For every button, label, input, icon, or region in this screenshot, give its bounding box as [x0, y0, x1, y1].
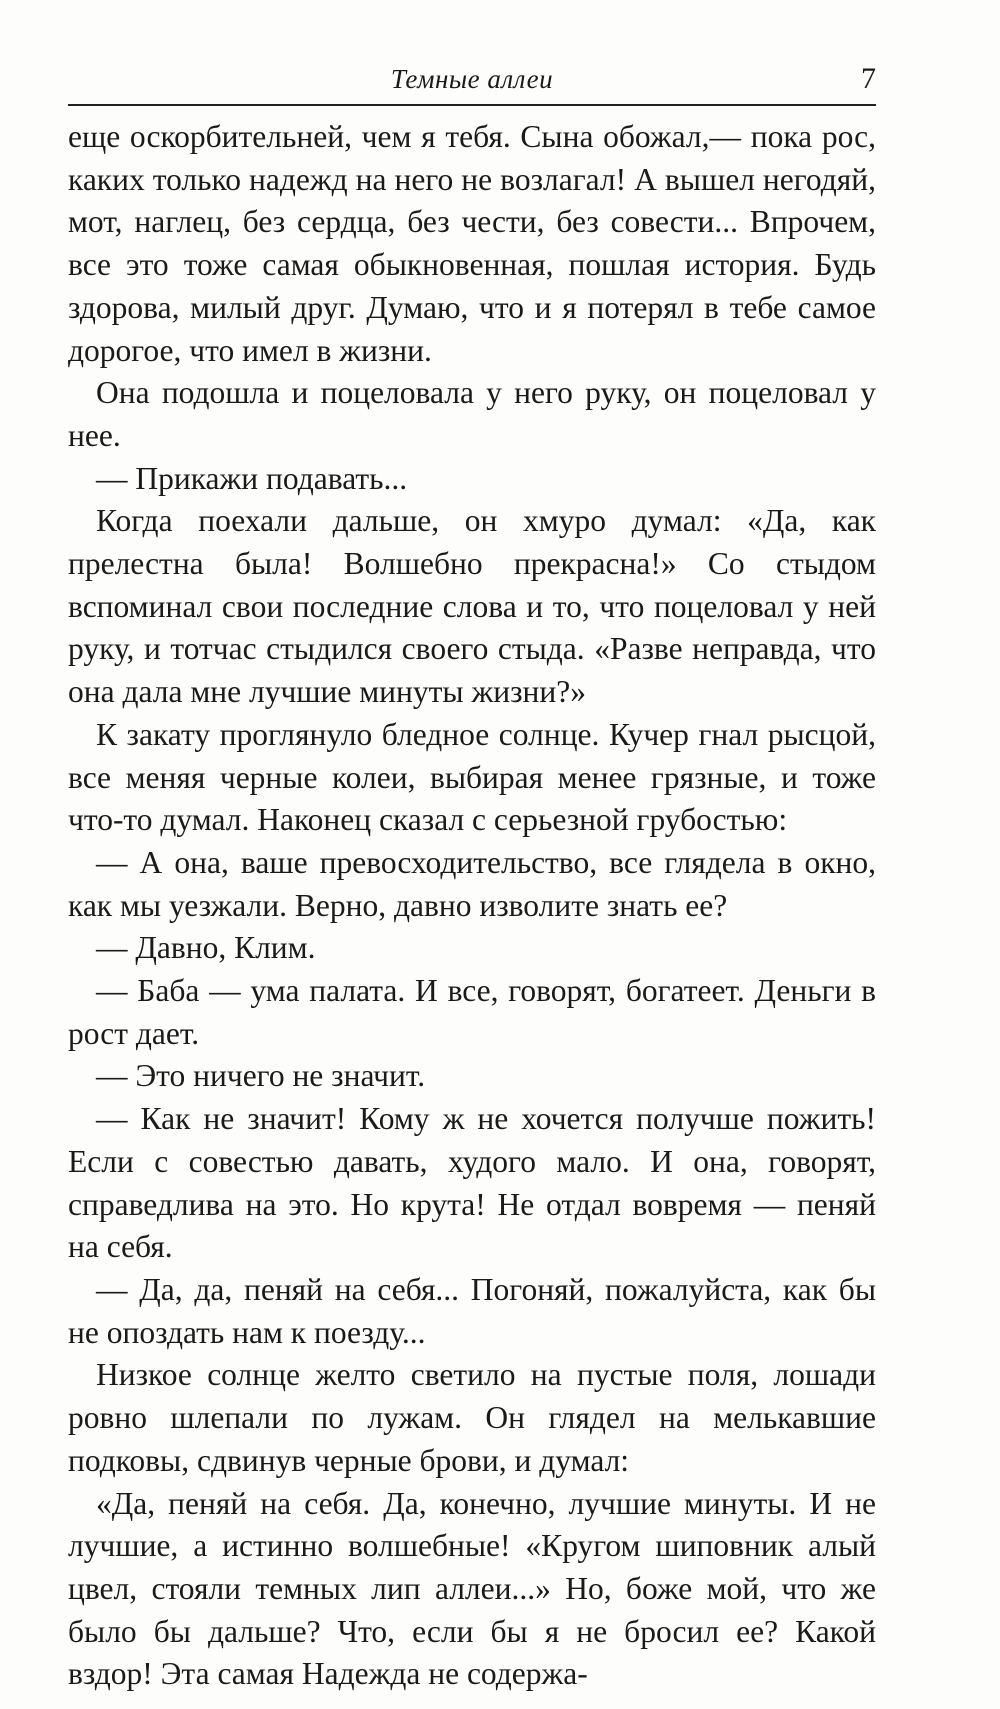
paragraph: — Да, да, пеняй на себя... Погоняй, пожалуйста, как бы не опоздать нам к поезду... — [68, 1271, 876, 1350]
paragraph: — Баба — ума палата. И все, говорят, богатеет. Деньги в рост дает. — [68, 973, 876, 1051]
paragraph: К закату проглянуло бледное солнце. Кучер гнал рысцой, все меняя черные колеи, выбирая менее грязные, и тоже что-то думал. Наконец сказал с серьезной грубостью: — [68, 716, 876, 838]
paragraph: — Прикажи подавать... — [96, 460, 408, 496]
paragraph: Когда поехали дальше, он хмуро думал: «Да, как прелестна была! Волшебно прекрасна!» Со стыдом вспоминал свои последние слова и то, что поцеловал у ней руку, и тотчас стыдился своего стыда. «Разве неправда, что она дала мне лучшие минуты жизни?» — [68, 503, 876, 710]
page-header — [68, 58, 876, 106]
paragraph: «Да, пеняй на себя. Да, конечно, лучшие минуты. И не лучшие, а истинно волшебные! «Кругом шиповник алый цвел, стояли темных лип аллеи...» Но, боже мой, что же было бы дальше? Что, если бы я не бросил ее? Какой вздор! Эта самая Надежда не содержа- — [68, 1485, 876, 1692]
paragraph: еще оскорбительней, чем я тебя. Сына обожал,— пока рос, каких только надежд на него не возлагал! А вышел негодяй, мот, наглец, без сердца, без чести, без совести... Впрочем, все это тоже самая обыкновенная, пошлая история. Будь здорова, милый друг. Думаю, что и я потерял в тебе самое дорогое, что имел в жизни. — [68, 119, 876, 368]
paragraph: — Как не значит! Кому ж не хочется получше пожить! Если с совестью давать, худого мало. И она, говорят, справедлива на это. Но крута! Не отдал вовремя — пеняй на себя. — [68, 1101, 876, 1265]
paragraph: — Это ничего не значит. — [96, 1058, 426, 1094]
paragraph: — Давно, Клим. — [96, 930, 316, 966]
paragraph: Она подошла и поцеловала у него руку, он поцеловал у нее. — [68, 375, 876, 453]
paragraph: Низкое солнце желто светило на пустые поля, лошади ровно шлепали по лужам. Он глядел на мелькавшие подковы, сдвинув черные брови, и думал: — [68, 1357, 876, 1478]
running-title: Темные аллеи — [390, 64, 554, 94]
paragraph: — А она, ваше превосходительство, все глядела в окно, как мы уезжали. Верно, давно изволите знать ее? — [68, 844, 876, 923]
body-text — [68, 116, 876, 1696]
page-number: 7 — [861, 62, 876, 95]
